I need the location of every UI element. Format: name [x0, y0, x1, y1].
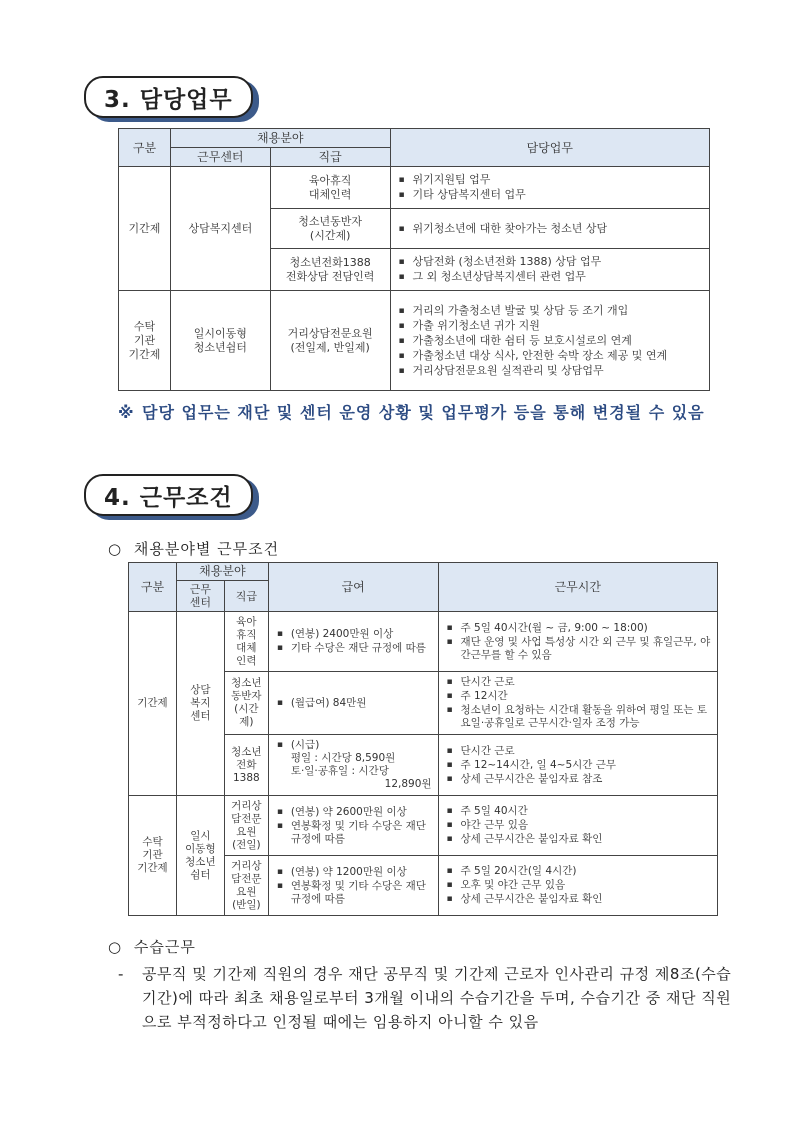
position-cell: 거리상 담전문 요원 (반일) — [224, 856, 268, 916]
header-duty: 담당업무 — [390, 129, 709, 167]
type-cell: 수탁 기관 기간제 — [129, 796, 177, 916]
list-item: ▪ 상세 근무시간은 붙임자료 참조 — [445, 773, 711, 786]
list-item: ▪ 기타 수당은 재단 규정에 따름 — [275, 642, 432, 655]
duty-cell — [390, 291, 709, 391]
type-cell: 기간제 — [119, 167, 171, 291]
list-item: ▪ 가출청소년에 대한 쉼터 등 보호시설로의 연계 — [397, 334, 703, 348]
hours-cell — [438, 612, 717, 672]
bullet-list — [397, 255, 703, 284]
table-row — [119, 167, 710, 209]
table-row — [129, 796, 718, 856]
circle-bullet: ○ — [108, 540, 123, 558]
center-cell: 상담 복지 센터 — [176, 612, 224, 796]
position-cell: 청소년 전화 1388 — [224, 735, 268, 796]
list-item: ▪ (연봉) 2400만원 이상 — [275, 628, 432, 641]
position-cell: 청소년 동반자 (시간제) — [224, 672, 268, 735]
position-cell: 육아 휴직 대체 인력 — [224, 612, 268, 672]
dash-bullet: - — [118, 965, 124, 983]
list-item: ▪ 주 12시간 — [445, 690, 711, 703]
pay-holiday: 토·일·공휴일 : 시간당 — [290, 765, 389, 777]
section-4-title: 4. 근무조건 — [104, 484, 233, 511]
list-item: ▪ 주 12~14시간, 일 4~5시간 근무 — [445, 759, 711, 772]
header-type: 구분 — [119, 129, 171, 167]
list-item: ▪ 상세 근무시간은 붙임자료 확인 — [445, 893, 711, 906]
list-item: ▪ 연봉확정 및 기타 수당은 재단 규정에 따름 — [275, 820, 432, 846]
duty-cell — [390, 167, 709, 209]
bullet-list — [275, 806, 432, 846]
bullet-list — [397, 304, 703, 378]
section-3-title: 3. 담당업무 — [104, 86, 233, 113]
pay-cell — [268, 612, 438, 672]
position-cell: 육아휴직 대체인력 — [270, 167, 390, 209]
center-cell: 상담복지센터 — [170, 167, 270, 291]
list-item: ▪ 가출청소년 대상 식사, 안전한 숙박 장소 제공 및 연계 — [397, 349, 703, 363]
subheading-probation — [108, 936, 196, 957]
duty-table — [118, 128, 710, 391]
list-item: ▪ (월급여) 84만원 — [275, 697, 432, 710]
duty-cell — [390, 209, 709, 249]
hours-cell — [438, 672, 717, 735]
list-item: ▪ (연봉) 약 1200만원 이상 — [275, 866, 432, 879]
note-text: 담당 업무는 재단 및 센터 운영 상황 및 업무평가 등을 통해 변경될 수 있음 — [142, 403, 705, 422]
list-item: ▪ 위기청소년에 대한 찾아가는 청소년 상담 — [397, 222, 703, 236]
header-pay: 급여 — [268, 563, 438, 612]
note-mark: ※ — [118, 403, 135, 422]
bullet-list — [445, 745, 711, 786]
type-cell: 수탁 기관 기간제 — [119, 291, 171, 391]
conditions-table — [128, 562, 718, 916]
list-item — [275, 739, 432, 791]
position-cell: 청소년동반자 (시간제) — [270, 209, 390, 249]
list-item: ▪ 그 외 청소년상담복지센터 관련 업무 — [397, 270, 703, 284]
bullet-list — [275, 697, 432, 710]
list-item: ▪ 상담전화 (청소년전화 1388) 상담 업무 — [397, 255, 703, 269]
duty-cell — [390, 249, 709, 291]
bullet-list — [275, 866, 432, 906]
probation-paragraph — [118, 962, 738, 1034]
list-item: ▪ 단시간 근로 — [445, 745, 711, 758]
hours-cell — [438, 856, 717, 916]
hours-cell — [438, 796, 717, 856]
subheading-title: 채용분야별 근무조건 — [133, 540, 280, 558]
list-item: ▪ 상세 근무시간은 붙임자료 확인 — [445, 833, 711, 846]
circle-bullet: ○ — [108, 938, 123, 956]
bullet-list — [445, 676, 711, 730]
pay-cell — [268, 735, 438, 796]
header-center: 근무센터 — [170, 148, 270, 167]
list-item: ▪ 가출 위기청소년 귀가 지원 — [397, 319, 703, 333]
section-4-heading — [84, 474, 253, 516]
hours-cell — [438, 735, 717, 796]
pay-cell — [268, 796, 438, 856]
position-cell: 청소년전화1388 전화상담 전담인력 — [270, 249, 390, 291]
list-item: ▪ 오후 및 야간 근무 있음 — [445, 879, 711, 892]
header-position: 직급 — [224, 581, 268, 612]
header-field: 채용분야 — [176, 563, 268, 581]
position-cell: 거리상 담전문 요원 (전일) — [224, 796, 268, 856]
pay-cell — [268, 856, 438, 916]
header-center: 근무 센터 — [176, 581, 224, 612]
center-cell: 일시 이동형 청소년 쉼터 — [176, 796, 224, 916]
table-header-row — [129, 563, 718, 581]
header-type: 구분 — [129, 563, 177, 612]
table-row — [119, 291, 710, 391]
note — [118, 402, 768, 424]
bullet-list — [275, 628, 432, 655]
type-cell: 기간제 — [129, 612, 177, 796]
bullet-list — [397, 173, 703, 202]
pay-weekday: 평일 : 시간당 8,590원 — [290, 752, 396, 764]
list-item: ▪ 야간 근무 있음 — [445, 819, 711, 832]
pay-cell — [268, 672, 438, 735]
header-position: 직급 — [270, 148, 390, 167]
list-item: ▪ 청소년이 요청하는 시간대 활동을 위하여 평일 또는 토요일·공휴일로 근무시간·일자 조정 가능 — [445, 704, 711, 730]
list-item: ▪ 거리의 가출청소년 발굴 및 상담 등 조기 개입 — [397, 304, 703, 318]
subheading-conditions — [108, 538, 279, 559]
position-cell: 거리상담전문요원 (전일제, 반일제) — [270, 291, 390, 391]
list-item: ▪ 주 5일 20시간(일 4시간) — [445, 865, 711, 878]
list-item: ▪ 거리상담전문요원 실적관리 및 상담업무 — [397, 364, 703, 378]
list-item: ▪ (연봉) 약 2600만원 이상 — [275, 806, 432, 819]
list-item: ▪ 위기지원팀 업무 — [397, 173, 703, 187]
table-row — [129, 612, 718, 672]
header-field: 채용분야 — [170, 129, 390, 148]
bullet-list — [445, 865, 711, 906]
list-item: ▪ 주 5일 40시간 — [445, 805, 711, 818]
bullet-list — [397, 222, 703, 236]
table-header-row — [119, 129, 710, 148]
header-hours: 근무시간 — [438, 563, 717, 612]
list-item: ▪ 주 5일 40시간(월 ~ 금, 9:00 ~ 18:00) — [445, 622, 711, 635]
probation-text: 공무직 및 기간제 직원의 경우 재단 공무직 및 기간제 근로자 인사관리 규정 제8조(수습기간)에 따라 최초 채용일로부터 3개월 이내의 수습기간을 두며, 수습기간 중 재단 직원으로 부적정하다고 인정될 때에는 임용하지 아니할 수 있음 — [142, 965, 732, 1031]
list-item: ▪ 연봉확정 및 기타 수당은 재단 규정에 따름 — [275, 880, 432, 906]
pay-type: (시급) — [290, 739, 320, 751]
bullet-list — [445, 805, 711, 846]
section-3-heading — [84, 76, 253, 118]
list-item: ▪ 재단 운영 및 사업 특성상 시간 외 근무 및 휴일근무, 야간근무를 할 수 있음 — [445, 636, 711, 662]
pay-holiday-amount: 12,890원 — [384, 778, 432, 790]
list-item: ▪ 단시간 근로 — [445, 676, 711, 689]
center-cell: 일시이동형 청소년쉼터 — [170, 291, 270, 391]
subheading-title: 수습근무 — [133, 938, 196, 956]
bullet-list — [445, 622, 711, 662]
list-item: ▪ 기타 상담복지센터 업무 — [397, 188, 703, 202]
